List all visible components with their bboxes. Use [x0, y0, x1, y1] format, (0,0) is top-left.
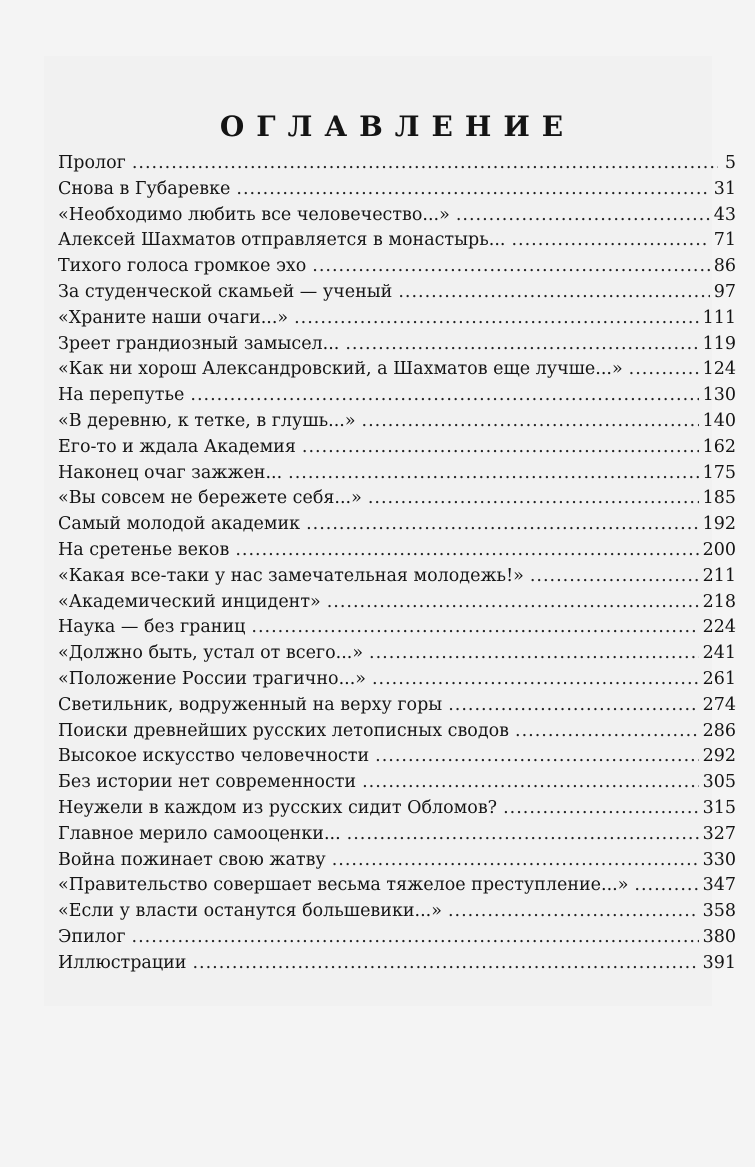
- toc-entry-title: На перепутье: [58, 385, 185, 406]
- toc-leader-dots: [530, 564, 699, 590]
- toc-entry: [58, 228, 736, 254]
- toc-entry-title: Неужели в каждом из русских сидит Обломов?: [58, 797, 498, 818]
- toc-entry-page: 185: [702, 488, 736, 509]
- toc-leader-dots: [362, 770, 699, 796]
- toc-entry: [58, 693, 736, 719]
- toc-entry: [58, 254, 736, 280]
- toc-entry-page: 305: [702, 772, 736, 793]
- toc-entry-page: 124: [702, 359, 736, 380]
- toc-leader-dots: [634, 873, 698, 899]
- toc-entry-title: Светильник, водруженный на верху горы: [58, 694, 443, 715]
- toc-entry: [58, 899, 736, 925]
- toc-entry: [58, 590, 736, 616]
- toc-leader-dots: [312, 254, 709, 280]
- toc-entry-title: Его-то и ждала Академия: [58, 436, 296, 457]
- toc-entry-title: «Как ни хорош Александровский, а Шахматов еще лучше...»: [58, 359, 623, 380]
- page-title: ОГЛАВЛЕНИЕ: [219, 109, 576, 143]
- toc-entry: [58, 486, 736, 512]
- toc-entry-page: 274: [702, 694, 736, 715]
- toc-entry: [58, 796, 736, 822]
- toc-leader-dots: [629, 357, 699, 383]
- toc-leader-dots: [288, 461, 698, 487]
- toc-leader-dots: [236, 177, 709, 203]
- toc-entry-title: «Необходимо любить все человечество...»: [58, 204, 450, 225]
- toc-entry-page: 315: [702, 797, 736, 818]
- toc-entry-page: 292: [702, 746, 736, 767]
- toc-entry-title: Иллюстрации: [58, 952, 187, 973]
- toc-entry-title: Наконец очаг зажжен...: [58, 462, 283, 483]
- toc-entry-page: 347: [702, 875, 736, 896]
- toc-entry-title: Наука — без границ: [58, 617, 246, 638]
- toc-entry: [58, 461, 736, 487]
- toc-entry-page: 71: [713, 230, 736, 251]
- toc-entry: [58, 822, 736, 848]
- toc-leader-dots: [369, 641, 699, 667]
- toc-entry-page: 218: [702, 591, 736, 612]
- toc-entry: [58, 332, 736, 358]
- toc-entry-page: 5: [724, 153, 736, 173]
- toc-entry: [58, 151, 736, 177]
- toc-leader-dots: [398, 280, 709, 306]
- toc-entry-title: Война пожинает свою жатву: [58, 849, 326, 870]
- toc-leader-dots: [368, 486, 699, 512]
- toc-leader-dots: [235, 538, 698, 564]
- toc-entry-title: Без истории нет современности: [58, 772, 357, 793]
- toc-entry: [58, 383, 736, 409]
- toc-entry-page: 140: [702, 410, 736, 431]
- toc-leader-dots: [306, 512, 699, 538]
- toc-leader-dots: [372, 667, 699, 693]
- toc-entry: [58, 564, 736, 590]
- toc-entry: [58, 719, 736, 745]
- toc-leader-dots: [448, 693, 698, 719]
- toc-entry-page: 31: [713, 178, 736, 199]
- toc-entry-title: «В деревню, к тетке, в глушь...»: [58, 410, 356, 431]
- toc-entry-page: 391: [702, 952, 736, 973]
- toc-entry: [58, 615, 736, 641]
- toc-entry-title: Высокое искусство человечности: [58, 746, 370, 767]
- toc-entry: [58, 280, 736, 306]
- toc-leader-dots: [251, 615, 698, 641]
- toc-entry-page: 380: [702, 926, 736, 947]
- toc-entry-title: Зреет грандиозный замысел...: [58, 333, 340, 354]
- toc-entry-page: 211: [702, 565, 736, 586]
- toc-entry-title: «Какая все-таки у нас замечательная молодежь!»: [58, 565, 524, 586]
- toc-entry-page: 358: [702, 901, 736, 922]
- toc-leader-dots: [332, 848, 699, 874]
- toc-leader-dots: [375, 744, 698, 770]
- toc-leader-dots: [132, 151, 718, 177]
- toc-entry-title: «Положение России трагично...»: [58, 668, 366, 689]
- toc-entry-title: Пролог: [58, 153, 126, 173]
- toc-entry: [58, 203, 736, 229]
- toc-entry: [58, 951, 736, 977]
- toc-entry: [58, 925, 736, 951]
- toc-entry-title: Снова в Губаревке: [58, 178, 231, 199]
- toc-entry-title: Алексей Шахматов отправляется в монастырь...: [58, 230, 506, 251]
- toc-entry-title: «Вы совсем не бережете себя...»: [58, 488, 362, 509]
- toc-entry: [58, 177, 736, 203]
- toc-entry-page: 327: [702, 823, 736, 844]
- toc-entry-page: 119: [702, 333, 736, 354]
- toc-entry-title: Поиски древнейших русских летописных сводов: [58, 720, 509, 741]
- toc-entry-title: Главное мерило самооценки...: [58, 823, 341, 844]
- toc-entry-page: 130: [702, 385, 736, 406]
- toc-entry-title: На сретенье веков: [58, 539, 230, 560]
- toc-entry: [58, 512, 736, 538]
- toc-entry: [58, 409, 736, 435]
- toc-entry: [58, 770, 736, 796]
- toc-entry-page: 224: [702, 617, 736, 638]
- toc-entry: [58, 667, 736, 693]
- toc-entry-page: 86: [713, 256, 736, 277]
- toc-entry: [58, 641, 736, 667]
- toc-entry-page: 261: [702, 668, 736, 689]
- toc-leader-dots: [511, 228, 709, 254]
- toc-leader-dots: [347, 822, 699, 848]
- toc-leader-dots: [515, 719, 699, 745]
- toc-entry: [58, 848, 736, 874]
- toc-leader-dots: [345, 332, 698, 358]
- toc-leader-dots: [456, 203, 710, 229]
- table-of-contents: [58, 151, 736, 977]
- toc-leader-dots: [190, 383, 698, 409]
- toc-entry-page: 330: [702, 849, 736, 870]
- toc-leader-dots: [448, 899, 699, 925]
- toc-entry: [58, 357, 736, 383]
- toc-leader-dots: [302, 435, 699, 461]
- toc-entry: [58, 306, 736, 332]
- toc-entry-page: 241: [702, 643, 736, 664]
- toc-leader-dots: [503, 796, 699, 822]
- toc-entry: [58, 435, 736, 461]
- toc-entry: [58, 538, 736, 564]
- toc-entry: [58, 744, 736, 770]
- toc-entry-page: 43: [713, 204, 736, 225]
- toc-entry-page: 192: [702, 514, 736, 535]
- toc-entry-page: 175: [702, 462, 736, 483]
- toc-entry-title: «Должно быть, устал от всего...»: [58, 643, 364, 664]
- toc-leader-dots: [192, 951, 698, 977]
- toc-entry-title: Эпилог: [58, 926, 126, 947]
- toc-entry-page: 286: [702, 720, 736, 741]
- toc-leader-dots: [132, 925, 699, 951]
- toc-entry-page: 200: [702, 539, 736, 560]
- toc-entry-title: «Храните наши очаги...»: [58, 307, 289, 328]
- toc-entry-title: «Академический инцидент»: [58, 591, 321, 612]
- toc-entry-page: 162: [702, 436, 736, 457]
- toc-leader-dots: [294, 306, 699, 332]
- toc-entry: [58, 873, 736, 899]
- toc-entry-title: За студенческой скамьей — ученый: [58, 281, 393, 302]
- toc-leader-dots: [362, 409, 699, 435]
- toc-entry-title: «Правительство совершает весьма тяжелое преступление...»: [58, 875, 629, 896]
- toc-entry-title: Тихого голоса громкое эхо: [58, 256, 307, 277]
- toc-entry-page: 97: [713, 281, 736, 302]
- toc-leader-dots: [327, 590, 699, 616]
- toc-entry-title: «Если у власти останутся большевики...»: [58, 901, 442, 922]
- toc-entry-page: 111: [702, 307, 736, 328]
- toc-entry-title: Самый молодой академик: [58, 514, 301, 535]
